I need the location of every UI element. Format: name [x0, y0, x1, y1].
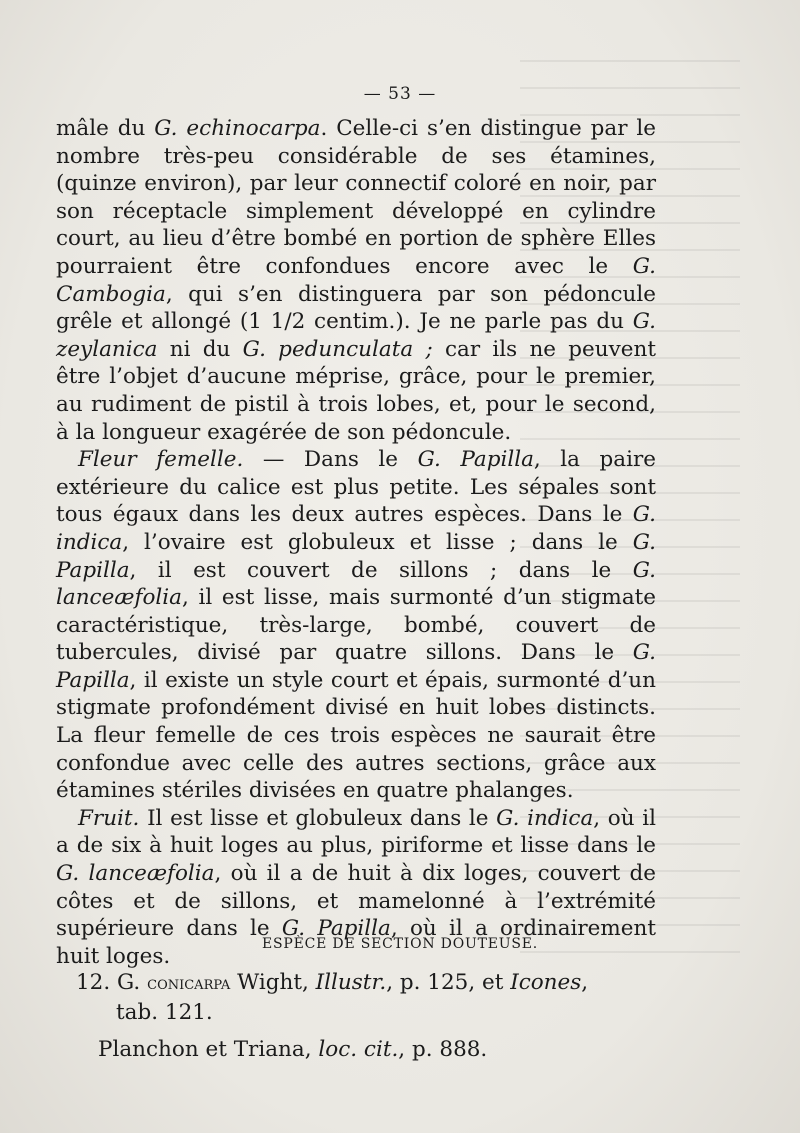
text-run: ni du	[157, 336, 243, 362]
text-run: , il existe un style court et épais, surmonté d’un stigmate profondément divisé en huit lobes distincts. La fleur femelle de ces trois espèces ne saurait être confondue avec celle des autres sections, grâce aux étamines stériles divisées en quatre phalanges.	[56, 667, 656, 804]
italic-run: G. pedunculata ;	[242, 336, 433, 362]
italic-run: G. Papilla	[56, 640, 656, 693]
italic-run: G. Papilla	[56, 529, 656, 583]
section-heading: ESPÈCE DE SECTION DOUTEUSE.	[261, 936, 538, 952]
entry-line	[56, 968, 656, 998]
page-number: — 53 —	[363, 84, 437, 104]
entry-plate: tab. 121.	[116, 1000, 213, 1025]
text-run: — Dans le	[243, 447, 418, 473]
species-entry	[56, 968, 656, 1064]
text-run: , où il a ordinairement huit loges.	[56, 916, 656, 969]
text-run: . Celle-ci s’en distingue par le nombre très-peu considérable de ses étamines, (quinze environ), par leur connectif coloré en noir, par son réceptacle simplement développé en cylindre court, au lieu d’être bombé en portion de sphère Elles pourraient être confondues encore avec le	[56, 116, 656, 279]
italic-run: G. zeylanica	[56, 309, 656, 362]
italic-run: G. Papilla	[417, 447, 534, 473]
italic-run: Fleur femelle.	[78, 447, 244, 473]
text-run: , la paire extérieure du calice est plus petite. Les sépales sont tous égaux dans les deux autres espèces. Dans le	[56, 447, 657, 528]
entry-species: conicarpa	[147, 973, 231, 994]
entry-ref-authors: Planchon et Triana,	[98, 1037, 319, 1062]
entry-ref2: ,	[581, 970, 589, 995]
text-run: , où il a de huit à dix loges, couvert de côtes et de sillons, et mamelonné à l’extrémité supérieure dans le	[56, 861, 656, 942]
entry-reference	[56, 1035, 656, 1064]
entry-loc: loc. cit.	[318, 1037, 399, 1062]
text-run: mâle du	[56, 116, 155, 141]
text-run: , l’ovaire est globuleux et lisse ; dans le	[122, 529, 633, 555]
text-run: , où il a de six à huit loges au plus, piriforme et lisse dans le	[56, 805, 656, 859]
text-run: , il est couvert de sillons ; dans le	[129, 557, 633, 583]
entry-ref-page: , p. 888.	[398, 1037, 488, 1062]
entry-ref1: , p. 125, et	[386, 970, 511, 995]
body-text	[56, 115, 656, 970]
italic-run: G. Papilla	[281, 916, 391, 942]
italic-run: G. indica	[496, 805, 594, 831]
paragraph	[56, 115, 656, 446]
entry-author: Wight,	[230, 970, 316, 995]
text-run: car ils ne peuvent être l’objet d’aucune méprise, grâce, pour le premier, au rudiment de pistil à trois lobes, et, pour le second, à la longueur exagérée de son pédoncule.	[56, 336, 656, 445]
text-run: Il est lisse et globuleux dans le	[139, 805, 497, 831]
paragraph	[56, 446, 656, 805]
italic-run: G. Cambogia	[56, 253, 656, 307]
text-run: , il est lisse, mais surmonté d’un stigmate caractéristique, très-large, bombé, couvert de tubercules, divisé par quatre sillons. Dans le	[56, 585, 656, 666]
italic-run: G. echinocarpa	[154, 116, 321, 141]
entry-work2: Icones	[510, 970, 582, 995]
italic-run: Fruit.	[78, 805, 140, 831]
italic-run: G. lanceæfolia	[56, 557, 656, 611]
text-run: , qui s’en distinguera par son pédoncule grêle et allongé (1 1/2 centim.). Je ne parle pas du	[56, 281, 656, 335]
italic-run: G. lanceæfolia	[56, 861, 215, 887]
italic-run: G. indica	[56, 502, 656, 555]
entry-number: 12. G.	[76, 970, 141, 995]
entry-work: Illustr.	[315, 970, 387, 995]
